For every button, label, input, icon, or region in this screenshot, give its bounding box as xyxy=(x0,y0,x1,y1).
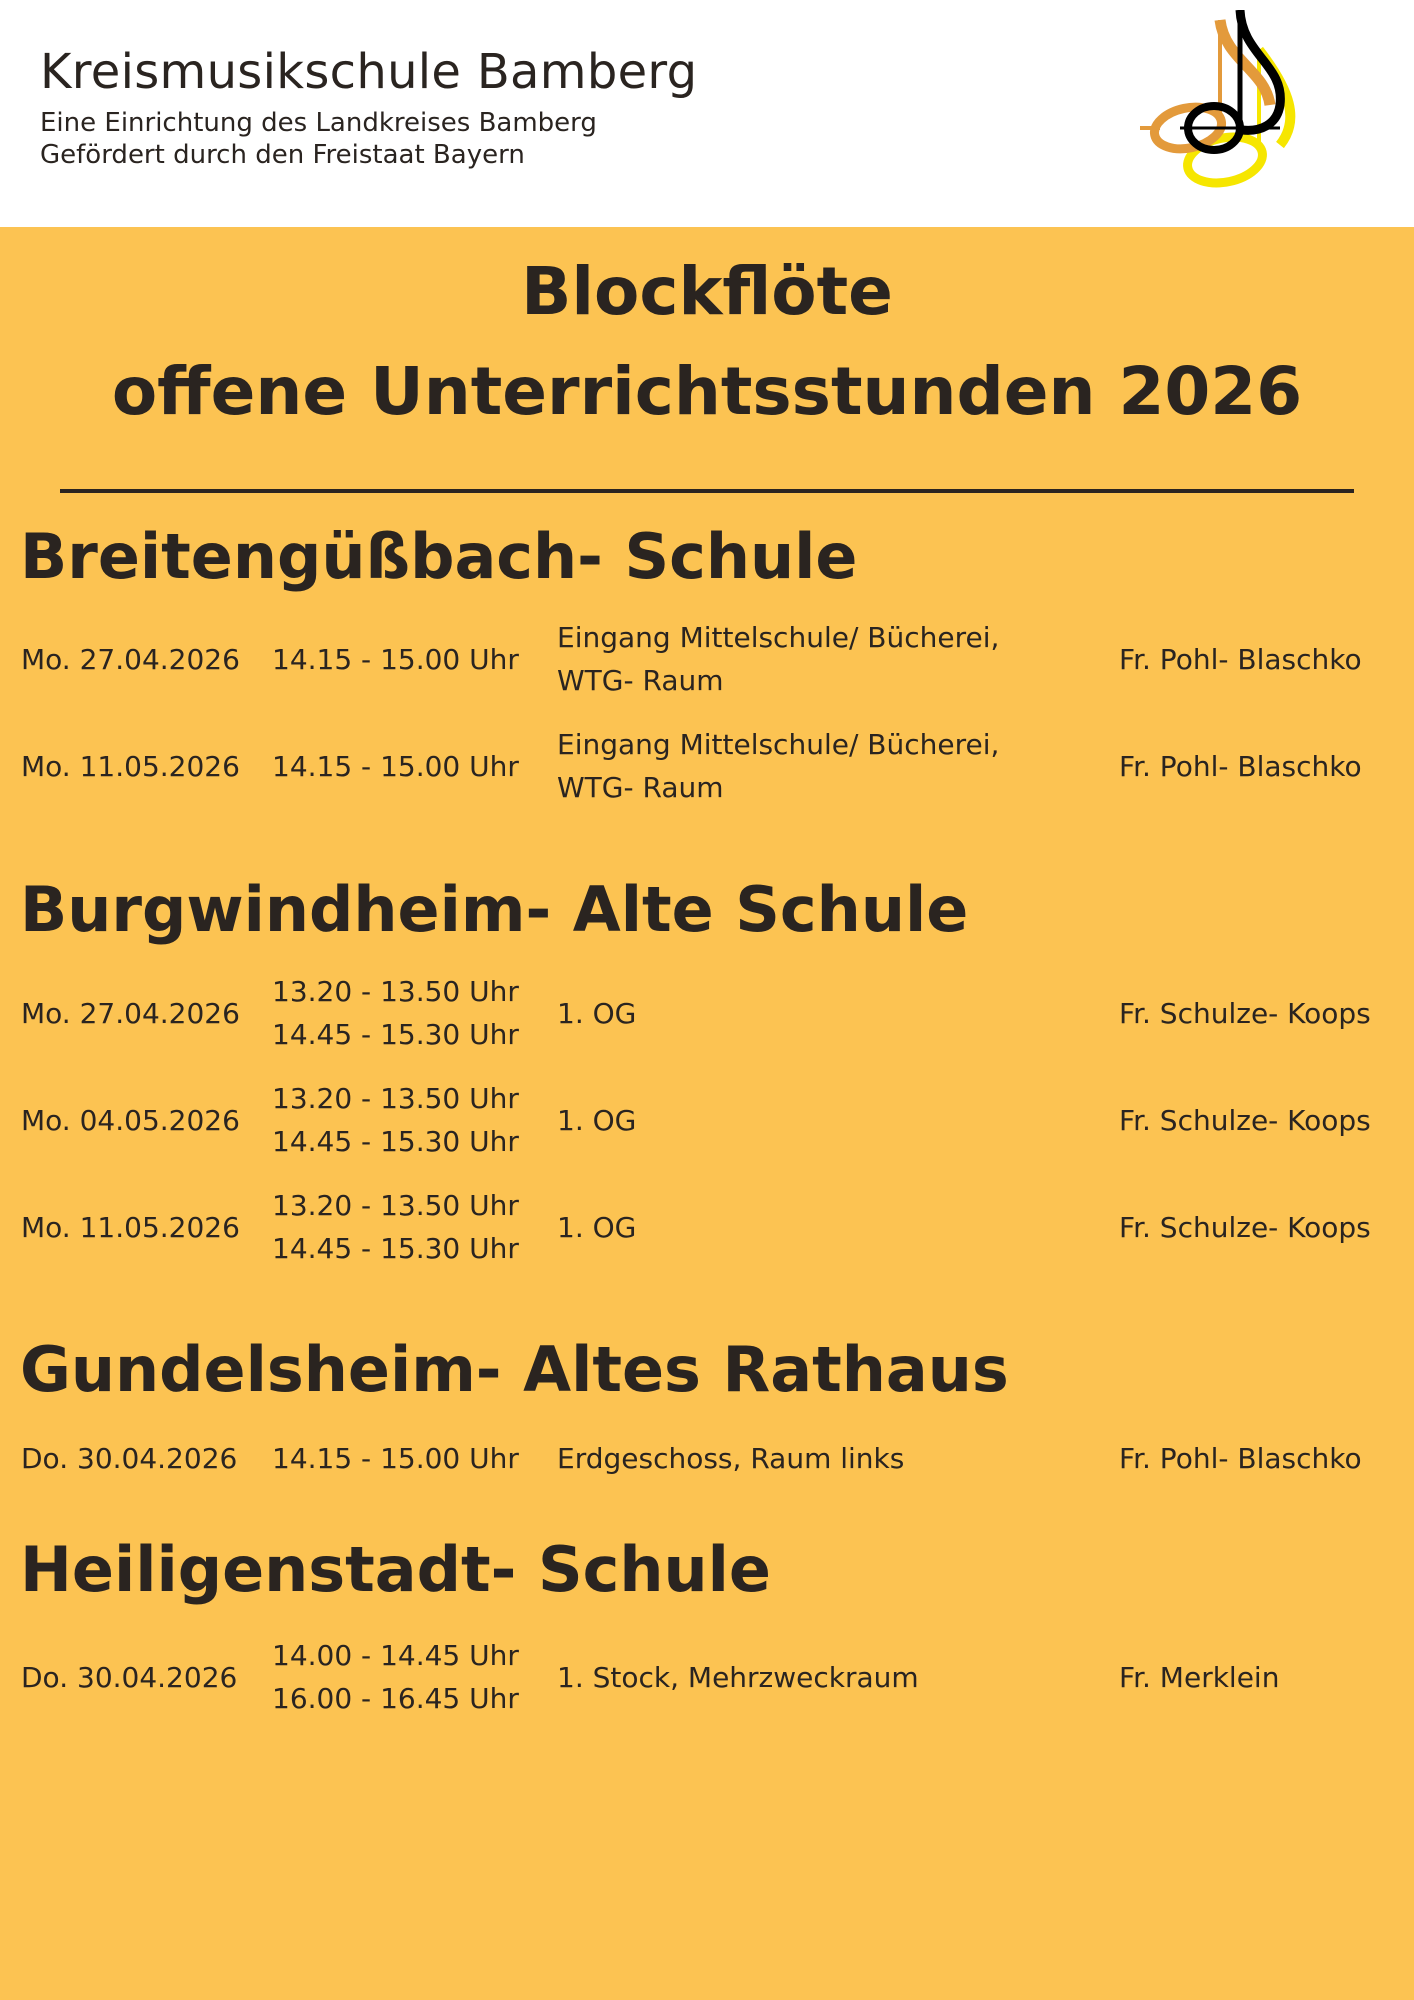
location-cell xyxy=(557,968,636,1058)
section-title: Breitengüßbach- Schule xyxy=(20,520,858,593)
time-cell-line: 16.00 - 16.45 Uhr xyxy=(272,1682,519,1715)
date-cell xyxy=(21,1433,237,1483)
location-cell-line: 1. OG xyxy=(557,1210,637,1244)
location-cell-line: Eingang Mittelschule/ Bücherei, xyxy=(557,728,1000,761)
location-cell xyxy=(557,1632,919,1722)
date-cell xyxy=(21,1075,240,1165)
section-title: Heiligenstadt- Schule xyxy=(20,1533,771,1606)
schedule-row xyxy=(0,968,1414,1058)
date-cell-line: Mo. 04.05.2026 xyxy=(21,1103,240,1137)
date-cell xyxy=(21,968,240,1058)
date-cell-line: Mo. 27.04.2026 xyxy=(21,996,240,1030)
time-cell xyxy=(272,721,519,811)
date-cell xyxy=(21,721,240,811)
teacher-cell-line: Fr. Pohl- Blaschko xyxy=(1119,749,1362,783)
teacher-cell xyxy=(1119,721,1362,811)
time-cell xyxy=(272,1433,519,1483)
location-cell-line: Erdgeschoss, Raum links xyxy=(557,1441,905,1475)
time-cell-line: 14.15 - 15.00 Uhr xyxy=(272,1441,519,1475)
schedule-row xyxy=(0,1433,1414,1483)
teacher-cell xyxy=(1119,1433,1362,1483)
page-subtitle: offene Unterrichtsstunden 2026 xyxy=(111,353,1303,430)
date-cell-line: Do. 30.04.2026 xyxy=(21,1660,238,1694)
time-cell xyxy=(272,1182,519,1272)
schedule-panel xyxy=(0,227,1414,2000)
schedule-row xyxy=(0,1075,1414,1165)
teacher-cell xyxy=(1119,1182,1371,1272)
teacher-cell-line: Fr. Schulze- Koops xyxy=(1119,996,1371,1030)
location-cell-line: WTG- Raum xyxy=(557,771,724,804)
location-cell xyxy=(557,1433,904,1483)
teacher-cell xyxy=(1119,968,1371,1058)
time-cell xyxy=(272,1632,519,1722)
location-cell-line: 1. Stock, Mehrzweckraum xyxy=(557,1660,919,1694)
section-title: Gundelsheim- Altes Rathaus xyxy=(20,1333,1009,1406)
time-cell-line: 13.20 - 13.50 Uhr xyxy=(272,1082,519,1115)
location-cell xyxy=(557,721,999,811)
organization-subtitle-1: Eine Einrichtung des Landkreises Bamberg xyxy=(40,108,597,138)
date-cell-line: Mo. 11.05.2026 xyxy=(21,1210,240,1244)
music-note-logo-icon xyxy=(1130,10,1305,205)
time-cell-line: 14.15 - 15.00 Uhr xyxy=(272,749,519,783)
teacher-cell xyxy=(1119,1632,1279,1722)
teacher-cell-line: Fr. Merklein xyxy=(1119,1660,1280,1694)
location-cell xyxy=(557,1075,636,1165)
location-cell-line: 1. OG xyxy=(557,996,637,1030)
location-cell-line: 1. OG xyxy=(557,1103,637,1137)
time-cell xyxy=(272,1075,519,1165)
section-title: Burgwindheim- Alte Schule xyxy=(20,873,969,946)
schedule-row xyxy=(0,721,1414,811)
time-cell-line: 14.15 - 15.00 Uhr xyxy=(272,642,519,676)
time-cell-line: 14.45 - 15.30 Uhr xyxy=(272,1125,519,1158)
organization-name: Kreismusikschule Bamberg xyxy=(40,44,698,100)
date-cell xyxy=(21,1632,237,1722)
time-cell-line: 14.45 - 15.30 Uhr xyxy=(272,1232,519,1265)
location-cell xyxy=(557,1182,636,1272)
schedule-row xyxy=(0,614,1414,704)
time-cell-line: 14.00 - 14.45 Uhr xyxy=(272,1639,519,1672)
date-cell xyxy=(21,1182,240,1272)
teacher-cell xyxy=(1119,614,1362,704)
page-title: Blockflöte xyxy=(521,253,893,330)
date-cell-line: Mo. 27.04.2026 xyxy=(21,642,240,676)
title-divider xyxy=(60,489,1354,493)
teacher-cell-line: Fr. Schulze- Koops xyxy=(1119,1210,1371,1244)
location-cell-line: Eingang Mittelschule/ Bücherei, xyxy=(557,621,1000,654)
time-cell xyxy=(272,614,519,704)
time-cell xyxy=(272,968,519,1058)
time-cell-line: 13.20 - 13.50 Uhr xyxy=(272,1189,519,1222)
page-header xyxy=(0,0,1414,227)
schedule-row xyxy=(0,1632,1414,1722)
teacher-cell-line: Fr. Pohl- Blaschko xyxy=(1119,1441,1362,1475)
date-cell-line: Do. 30.04.2026 xyxy=(21,1441,238,1475)
time-cell-line: 14.45 - 15.30 Uhr xyxy=(272,1018,519,1051)
teacher-cell-line: Fr. Pohl- Blaschko xyxy=(1119,642,1362,676)
location-cell xyxy=(557,614,999,704)
schedule-row xyxy=(0,1182,1414,1272)
date-cell xyxy=(21,614,240,704)
teacher-cell xyxy=(1119,1075,1371,1165)
time-cell-line: 13.20 - 13.50 Uhr xyxy=(272,975,519,1008)
location-cell-line: WTG- Raum xyxy=(557,664,724,697)
teacher-cell-line: Fr. Schulze- Koops xyxy=(1119,1103,1371,1137)
organization-subtitle-2: Gefördert durch den Freistaat Bayern xyxy=(40,140,525,170)
date-cell-line: Mo. 11.05.2026 xyxy=(21,749,240,783)
